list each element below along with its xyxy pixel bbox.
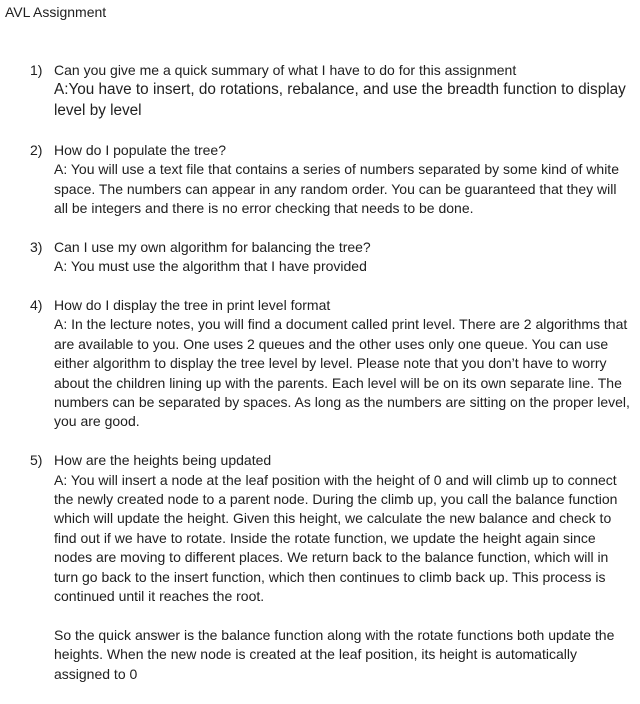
qa-answer: A:You have to insert, do rotations, rebalance, and use the breadth function to display level by level xyxy=(54,81,626,119)
qa-item-2 xyxy=(0,141,640,219)
qa-number: 5) xyxy=(30,452,43,469)
document-title: AVL Assignment xyxy=(5,4,107,20)
qa-question: Can I use my own algorithm for balancing the tree? xyxy=(54,238,371,255)
qa-answer: A: You will use a text file that contains a series of numbers separated by some kind of white space. The numbers can appear in any random order. You can be guaranteed that they will all be integers and there is no error checking that needs to be done. xyxy=(54,161,619,217)
qa-item-4 xyxy=(0,296,640,432)
qa-question: Can you give me a quick summary of what I have to do for this assignment xyxy=(54,62,517,78)
qa-list xyxy=(0,61,640,704)
qa-number: 1) xyxy=(30,62,43,78)
qa-answer: A: You will insert a node at the leaf position with the height of 0 and will climb up to connect the newly created node to a parent node. During the climb up, you call the balance function which will update the height. Given this height, we calculate the new balance and check to find out if we have to rotate. Inside the rotate function, we update the height again since nodes are moving to different places. We return back to the balance function, which will in turn go back to the insert function, which then continues to climb back up. This process is continued until it reaches the root. xyxy=(54,471,618,605)
qa-question: How do I populate the tree? xyxy=(54,141,227,158)
qa-question: How are the heights being updated xyxy=(54,452,272,469)
qa-item-1 xyxy=(0,61,640,121)
qa-answer-summary: So the quick answer is the balance function along with the rotate functions both update the heights. When the new node is created at the leaf position, its height is automatically assigned to 0 xyxy=(54,626,615,682)
qa-item-3 xyxy=(0,238,640,277)
qa-number: 4) xyxy=(30,297,43,314)
qa-question: How do I display the tree in print level format xyxy=(54,297,331,314)
qa-number: 2) xyxy=(30,141,43,158)
qa-answer: A: In the lecture notes, you will find a document called print level. There are 2 algorithms that are available to you. One uses 2 queues and the other uses only one queue. You can use either algorithm to display the tree level by level. Please note that you don’t have to worry about the children lining up with the parents. Each level will be on its own separate line. The numbers can be separated by spaces. As long as the numbers are sitting on the proper level, you are good. xyxy=(54,316,630,430)
qa-answer: A: You must use the algorithm that I have provided xyxy=(54,258,367,275)
qa-number: 3) xyxy=(30,238,43,255)
qa-item-5 xyxy=(0,451,640,684)
